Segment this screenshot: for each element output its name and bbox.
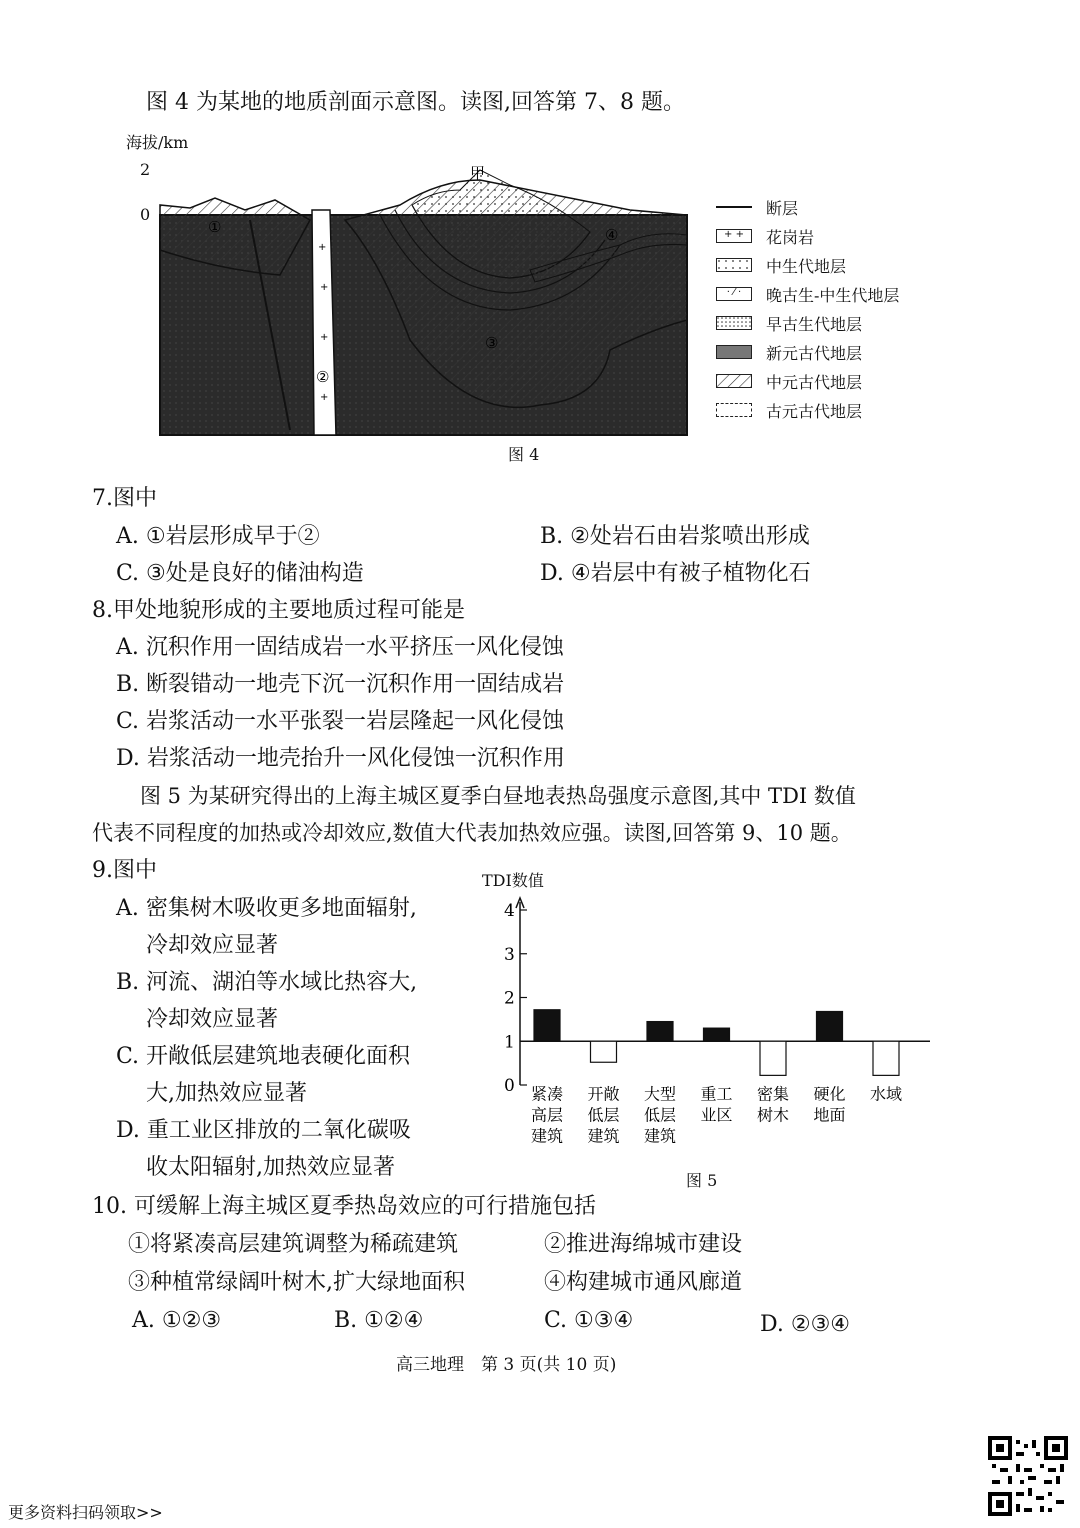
q9-option-b-line1: B. 河流、湖泊等水域比热容大, [116,970,418,995]
y-tick-label: 3 [504,944,515,965]
q9-stem: 9.图中 [92,858,157,883]
marker-3: ③ [485,334,499,352]
q7-option-d: D. ④岩层中有被子植物化石 [540,561,811,586]
category-label: 密集 [756,1084,790,1104]
category-label: 开敞 [587,1084,620,1104]
q8-option-a: A. 沉积作用一固结成岩一水平挤压一风化侵蚀 [116,635,564,660]
category-label: 地面 [813,1105,846,1125]
q7-option-a: A. ①岩层形成早于② [116,524,320,549]
y-tick-label: 2 [504,988,515,1009]
category-label: 业区 [700,1105,733,1125]
category-label: 树木 [756,1105,790,1125]
label-jia: 甲 [470,164,486,182]
q9-option-c-line2: 大,加热效应显著 [146,1081,307,1106]
intro-fig5-line2: 代表不同程度的加热或冷却效应,数值大代表加热效应强。读图,回答第 9、10 题。 [92,821,852,845]
densedots-swatch-icon [716,316,752,330]
q9-option-a-line1: A. 密集树木吸收更多地面辐射, [116,896,417,921]
geologic-section-figure [150,160,695,440]
q9-option-d-line2: 收太阳辐射,加热效应显著 [146,1155,395,1180]
fig4-tick-2: 2 [140,160,151,179]
q9-option-a-line2: 冷却效应显著 [146,933,279,958]
bar [873,1041,899,1075]
category-label: 低层 [587,1105,620,1125]
category-label: 低层 [643,1105,677,1125]
chart-ylabel: TDI数值 [482,871,544,890]
intro-fig5-line1: 图 5 为某研究得出的上海主城区夏季白昼地表热岛强度示意图,其中 TDI 数值 [140,784,856,808]
fault-line-icon [716,206,752,208]
legend-item-fault: 断层 [716,196,798,218]
scan-qr-hint: 更多资料扫码领取>> [8,1503,163,1522]
svg-text:+: + [320,392,329,403]
y-tick-label: 4 [504,901,515,921]
q10-stem: 10. 可缓解上海主城区夏季热岛效应的可行措施包括 [92,1194,596,1219]
category-label: 重工 [700,1084,733,1104]
legend-item-mesoproterozoic: 中元古代地层 [716,370,862,392]
legend-item-granite: + + 花岗岩 [716,225,814,247]
svg-text:+: + [320,332,329,343]
category-label: 紧凑 [530,1084,564,1104]
intro-fig4: 图 4 为某地的地质剖面示意图。读图,回答第 7、8 题。 [146,90,685,115]
category-label: 高层 [530,1105,564,1125]
bar [817,1012,843,1042]
page-footer: 高三地理 第 3 页(共 10 页) [396,1355,617,1375]
q7-option-b: B. ②处岩石由岩浆喷出形成 [540,524,810,549]
y-tick-label: 1 [504,1032,515,1053]
bar [760,1041,786,1075]
qr-code-icon[interactable] [988,1436,1068,1516]
category-label: 建筑 [643,1126,677,1146]
marker-4: ④ [605,226,619,244]
svg-text:+: + [318,242,327,253]
q8-option-c: C. 岩浆活动一水平张裂一岩层隆起一风化侵蚀 [116,709,565,734]
bar [647,1022,673,1042]
q9-option-c-line1: C. 开敞低层建筑地表硬化面积 [116,1044,411,1069]
fig4-caption: 图 4 [508,445,540,464]
category-label: 建筑 [530,1126,564,1146]
bar [534,1010,560,1042]
bar [591,1041,617,1062]
q9-option-d-line1: D. 重工业区排放的二氧化碳吸 [116,1118,411,1143]
marker-2: ② [316,368,330,386]
q8-option-b: B. 断裂错动一地壳下沉一沉积作用一固结成岩 [116,672,565,697]
category-label: 水域 [869,1084,903,1104]
hatch-swatch-icon [716,374,752,388]
legend-item-paleoproterozoic: 古元古代地层 [716,399,862,421]
marker-1: ① [208,218,222,236]
category-label: 建筑 [587,1126,620,1146]
q10-statement-2: ②推进海绵城市建设 [544,1232,743,1257]
q8-option-d: D. 岩浆活动一地壳抬升一风化侵蚀一沉积作用 [116,746,565,771]
fig4-tick-0: 0 [140,205,151,224]
grey-swatch-icon [716,345,752,359]
q10-option-b: B. ①②④ [334,1308,424,1333]
dots-swatch-icon [716,258,752,272]
legend-item-neoproterozoic: 新元古代地层 [716,341,862,363]
fig5-caption: 图 5 [686,1171,718,1190]
tdi-bar-chart [490,895,940,1155]
dashes-swatch-icon [716,403,752,417]
q10-option-a: A. ①②③ [132,1308,222,1333]
dashdot-swatch-icon: ‧ ⁄ ‧ [716,287,752,301]
category-label: 大型 [643,1084,677,1104]
bar [704,1028,730,1041]
q8-stem: 8.甲处地貌形成的主要地质过程可能是 [92,598,465,623]
q10-statement-3: ③种植常绿阔叶树木,扩大绿地面积 [128,1270,465,1295]
q9-option-b-line2: 冷却效应显著 [146,1007,279,1032]
q7-stem: 7.图中 [92,486,157,511]
legend-item-mesozoic: 中生代地层 [716,254,846,276]
q10-option-c: C. ①③④ [544,1308,634,1333]
granite-swatch-icon: + + [716,229,752,243]
q10-statement-1: ①将紧凑高层建筑调整为稀疏建筑 [128,1232,459,1257]
legend-item-late-paleozoic: ‧ ⁄ ‧ 晚古生-中生代地层 [716,283,899,305]
q7-option-c: C. ③处是良好的储油构造 [116,561,364,586]
legend-item-early-paleozoic: 早古生代地层 [716,312,862,334]
y-tick-label: 0 [504,1076,515,1096]
svg-text:+: + [320,282,329,293]
category-label: 硬化 [813,1084,846,1104]
fig4-axis-title: 海拔/km [126,133,189,152]
q10-statement-4: ④构建城市通风廊道 [544,1270,743,1295]
q10-option-d: D. ②③④ [760,1312,851,1337]
